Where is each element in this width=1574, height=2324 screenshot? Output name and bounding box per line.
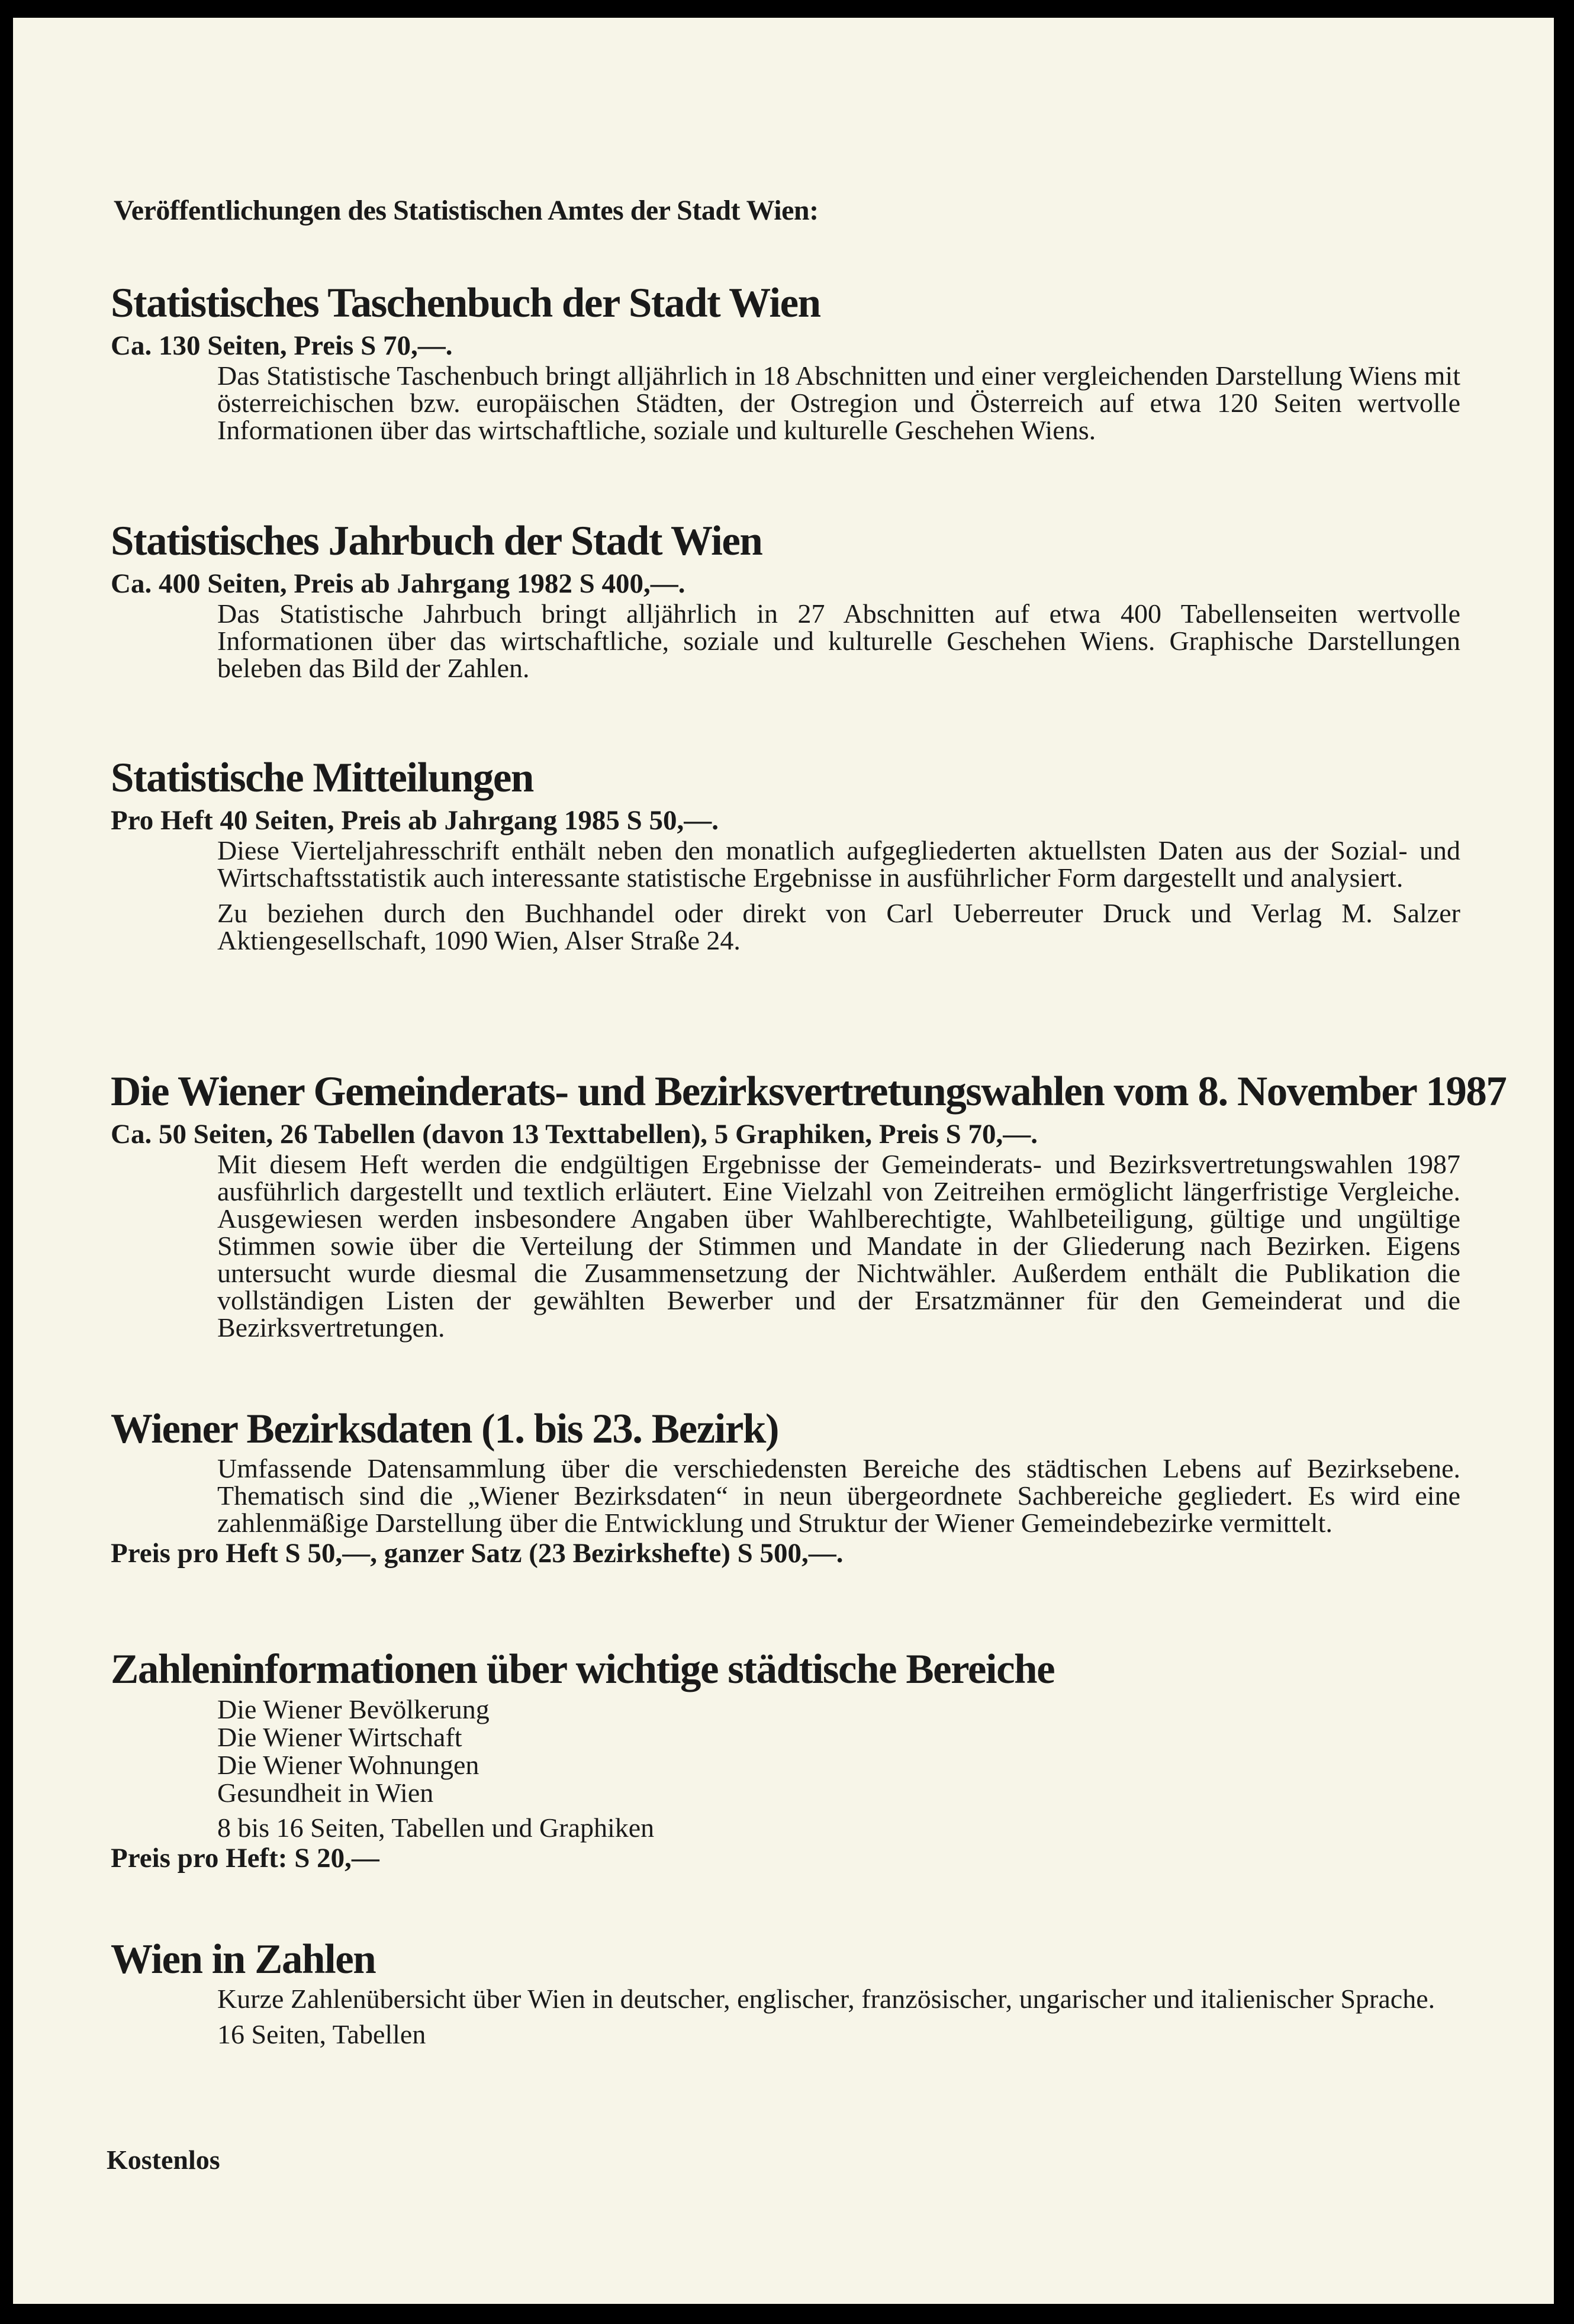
section-note: 8 bis 16 Seiten, Tabellen und Graphiken — [217, 1813, 655, 1843]
section-body — [217, 1455, 1460, 1537]
section-bezirksdaten — [111, 1403, 1460, 1570]
section-price: Preis pro Heft: S 20,— — [111, 1843, 379, 1874]
section-subtitle: Ca. 400 Seiten, Preis ab Jahrgang 1982 S 400,—. — [111, 568, 685, 599]
section-title: Statistisches Taschenbuch der Stadt Wien — [111, 280, 820, 326]
section-paragraph: Zu beziehen durch den Buchhandel oder direkt von Carl Ueberreuter Druck und Verlag M. Salzer Aktiengesellschaft, 1090 Wien, Alser Straße 24. — [217, 898, 1460, 955]
section-wahlen — [111, 1066, 1507, 1343]
page-header: Veröffentlichungen des Statistischen Amtes der Stadt Wien: — [114, 195, 819, 226]
section-paragraph: Diese Vierteljahresschrift enthält neben den monatlich aufgegliederten aktuellsten Daten aus der Sozial- und Wirtschaftsstatistik auch interessante statistische Ergebnisse in ausführlicher Form dargestellt und analysiert. — [217, 835, 1460, 893]
section-taschenbuch — [111, 277, 1460, 444]
section-body — [217, 1151, 1460, 1341]
section-title: Wien in Zahlen — [111, 1936, 376, 1982]
section-paragraph: Kurze Zahlenübersicht über Wien in deutscher, englischer, französischer, ungarischer und italienischer Sprache. — [217, 1984, 1435, 2014]
section-paragraph: Das Statistische Jahrbuch bringt alljährlich in 27 Abschnitten auf etwa 400 Tabellenseiten wertvolle Informationen über das wirtschaftliche, soziale und kulturelle Geschehen Wiens. Graphische Darstellungen beleben das Bild der Zahlen. — [217, 598, 1460, 683]
section-jahrbuch — [111, 515, 1460, 682]
list-item: Die Wiener Wirtschaft — [217, 1722, 462, 1752]
section-mitteilungen — [111, 752, 1460, 954]
section-title: Statistisches Jahrbuch der Stadt Wien — [111, 518, 762, 564]
section-zahleninformationen — [111, 1643, 1460, 1875]
section-body — [217, 1985, 1460, 2048]
page — [13, 18, 1554, 2304]
section-title: Die Wiener Gemeinderats- und Bezirksvertretungswahlen vom 8. November 1987 — [111, 1068, 1507, 1115]
section-body — [217, 600, 1460, 682]
section-paragraph: Mit diesem Heft werden die endgültigen Ergebnisse der Gemeinderats- und Bezirksvertretungswahlen 1987 ausführlich dargestellt und textlich erläutert. Eine Vielzahl von Zeitreihen ermöglicht längerfristige Vergleiche. Ausgewiesen werden insbesondere Angaben über Wahlberechtigte, Wahlbeteiligung, gültige und ungültige Stimmen sowie über die Verteilung der Stimmen und Mandate in der Gliederung nach Bezirken. Eigens untersucht wurde diesmal die Zusammensetzung der Nichtwähler. Außerdem enthält die Publikation die vollständigen Listen der gewählten Bewerber und der Ersatzmänner für den Gemeinderat und die Bezirksvertretungen. — [217, 1149, 1460, 1343]
section-paragraph: Das Statistische Taschenbuch bringt alljährlich in 18 Abschnitten und einer vergleichenden Darstellung Wiens mit österreichischen bzw. europäischen Städten, der Ostregion und Österreich auf etwa 120 Seiten wertvolle Informationen über das wirtschaftliche, soziale und kulturelle Geschehen Wiens. — [217, 360, 1460, 445]
list-item: Die Wiener Wohnungen — [217, 1750, 479, 1780]
section-subtitle: Ca. 130 Seiten, Preis S 70,—. — [111, 330, 453, 361]
section-note: 16 Seiten, Tabellen — [217, 2019, 426, 2049]
section-paragraph: Umfassende Datensammlung über die verschiedensten Bereiche des städtischen Lebens auf Bezirksebene. Thematisch sind die „Wiener Bezirksdaten“ in neun übergeordnete Sachbereiche gegliedert. Es wird eine zahlenmäßige Darstellung über die Entwicklung und Struktur der Wiener Gemeindebezirke vermittelt. — [217, 1453, 1460, 1538]
section-price: Preis pro Heft S 50,—, ganzer Satz (23 Bezirkshefte) S 500,—. — [111, 1538, 844, 1569]
section-title: Zahleninformationen über wichtige städtische Bereiche — [111, 1646, 1055, 1692]
list-item: Gesundheit in Wien — [217, 1778, 434, 1808]
section-subtitle: Ca. 50 Seiten, 26 Tabellen (davon 13 Texttabellen), 5 Graphiken, Preis S 70,—. — [111, 1119, 1038, 1150]
list-item: Die Wiener Bevölkerung — [217, 1694, 490, 1724]
section-body — [217, 837, 1460, 954]
publication-list — [217, 1695, 1460, 1842]
section-title: Statistische Mitteilungen — [111, 755, 533, 801]
page-footer: Kostenlos — [107, 2145, 220, 2175]
section-title: Wiener Bezirksdaten (1. bis 23. Bezirk) — [111, 1406, 779, 1452]
section-body — [217, 362, 1460, 444]
section-wien-in-zahlen — [111, 1933, 1460, 2048]
section-subtitle: Pro Heft 40 Seiten, Preis ab Jahrgang 1985 S 50,—. — [111, 805, 719, 836]
